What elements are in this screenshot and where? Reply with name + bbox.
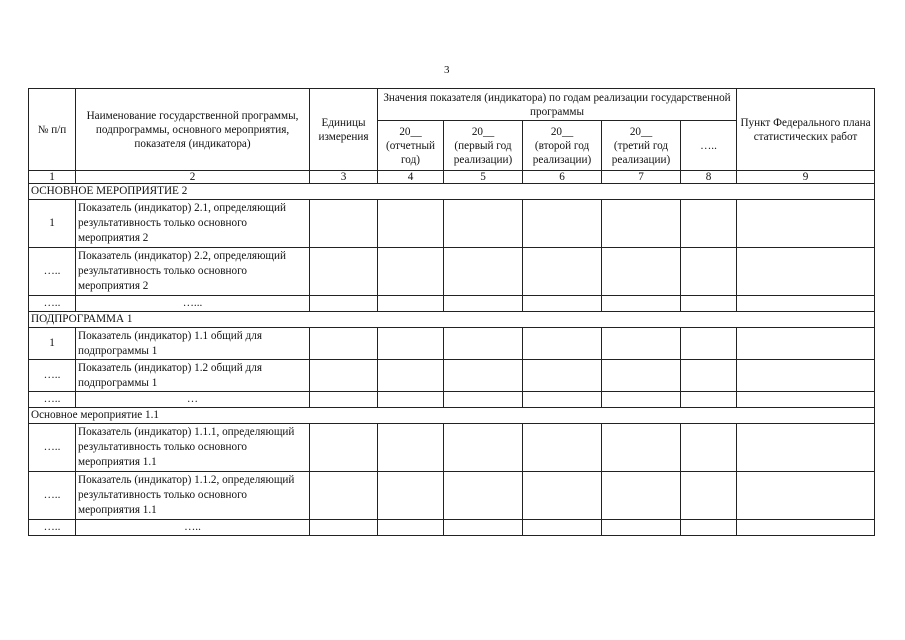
table-row bbox=[29, 424, 875, 472]
indicator-name: Показатель (индикатор) 1.1.1, определяющий результативность только основного мероприятия 1.1 bbox=[76, 424, 310, 472]
col-number: 5 bbox=[444, 171, 523, 184]
header-year-2 bbox=[444, 121, 523, 171]
row-num: ….. bbox=[29, 472, 76, 520]
row-num: ….. bbox=[29, 248, 76, 296]
page-number: 3 bbox=[444, 64, 450, 76]
header-values-group: Значения показателя (индикатора) по годам реализации государственной программы bbox=[378, 89, 737, 121]
row-num: ….. bbox=[29, 296, 76, 312]
column-numbers-row bbox=[29, 171, 875, 184]
header-year-3 bbox=[523, 121, 602, 171]
year-value: 20__ bbox=[399, 125, 422, 138]
table-row bbox=[29, 520, 875, 536]
col-number: 3 bbox=[310, 171, 378, 184]
indicators-table bbox=[28, 88, 875, 536]
header-units: Единицы измерения bbox=[310, 89, 378, 171]
section-title: Основное мероприятие 1.1 bbox=[29, 408, 875, 424]
col-number: 1 bbox=[29, 171, 76, 184]
table-row bbox=[29, 360, 875, 392]
indicator-name: Показатель (индикатор) 1.1.2, определяющий результативность только основного мероприятия 1.1 bbox=[76, 472, 310, 520]
col-number: 9 bbox=[737, 171, 875, 184]
col-number: 4 bbox=[378, 171, 444, 184]
row-num: ….. bbox=[29, 392, 76, 408]
indicator-name: ….. bbox=[76, 520, 310, 536]
indicator-name: …... bbox=[76, 296, 310, 312]
header-name: Наименование государственной программы, подпрограммы, основного мероприятия, показателя (индикатора) bbox=[76, 89, 310, 171]
year-value: 20__ bbox=[471, 125, 495, 138]
header-year-more: ….. bbox=[681, 121, 737, 171]
section-title: ПОДПРОГРАММА 1 bbox=[29, 312, 875, 328]
indicator-name: Показатель (индикатор) 1.1 общий для подпрограммы 1 bbox=[76, 328, 310, 360]
row-num: 1 bbox=[29, 328, 76, 360]
header-year-4 bbox=[602, 121, 681, 171]
table-row bbox=[29, 472, 875, 520]
col-number: 2 bbox=[76, 171, 310, 184]
year-label: (второй год реализации) bbox=[532, 139, 592, 166]
indicator-name: Показатель (индикатор) 1.2 общий для подпрограммы 1 bbox=[76, 360, 310, 392]
indicator-name: … bbox=[76, 392, 310, 408]
indicator-name: Показатель (индикатор) 2.1, определяющий результативность только основного мероприятия 2 bbox=[76, 200, 310, 248]
row-num: ….. bbox=[29, 520, 76, 536]
table-row bbox=[29, 296, 875, 312]
col-number: 8 bbox=[681, 171, 737, 184]
row-num: ….. bbox=[29, 360, 76, 392]
header-plan: Пункт Федерального плана статистических работ bbox=[737, 89, 875, 171]
col-number: 6 bbox=[523, 171, 602, 184]
year-value: 20__ bbox=[629, 125, 653, 138]
header-year-1 bbox=[378, 121, 444, 171]
table-row bbox=[29, 392, 875, 408]
col-number: 7 bbox=[602, 171, 681, 184]
row-num: 1 bbox=[29, 200, 76, 248]
header-num: № п/п bbox=[29, 89, 76, 171]
year-label: (третий год реализации) bbox=[611, 139, 671, 166]
table-row bbox=[29, 200, 875, 248]
table-row bbox=[29, 328, 875, 360]
indicator-name: Показатель (индикатор) 2.2, определяющий результативность только основного мероприятия 2 bbox=[76, 248, 310, 296]
table-row bbox=[29, 248, 875, 296]
section-title: ОСНОВНОЕ МЕРОПРИЯТИЕ 2 bbox=[29, 184, 875, 200]
row-num: ….. bbox=[29, 424, 76, 472]
year-value: 20__ bbox=[550, 125, 574, 138]
year-label: (отчетный год) bbox=[385, 139, 436, 166]
year-label: (первый год реализации) bbox=[453, 139, 513, 166]
